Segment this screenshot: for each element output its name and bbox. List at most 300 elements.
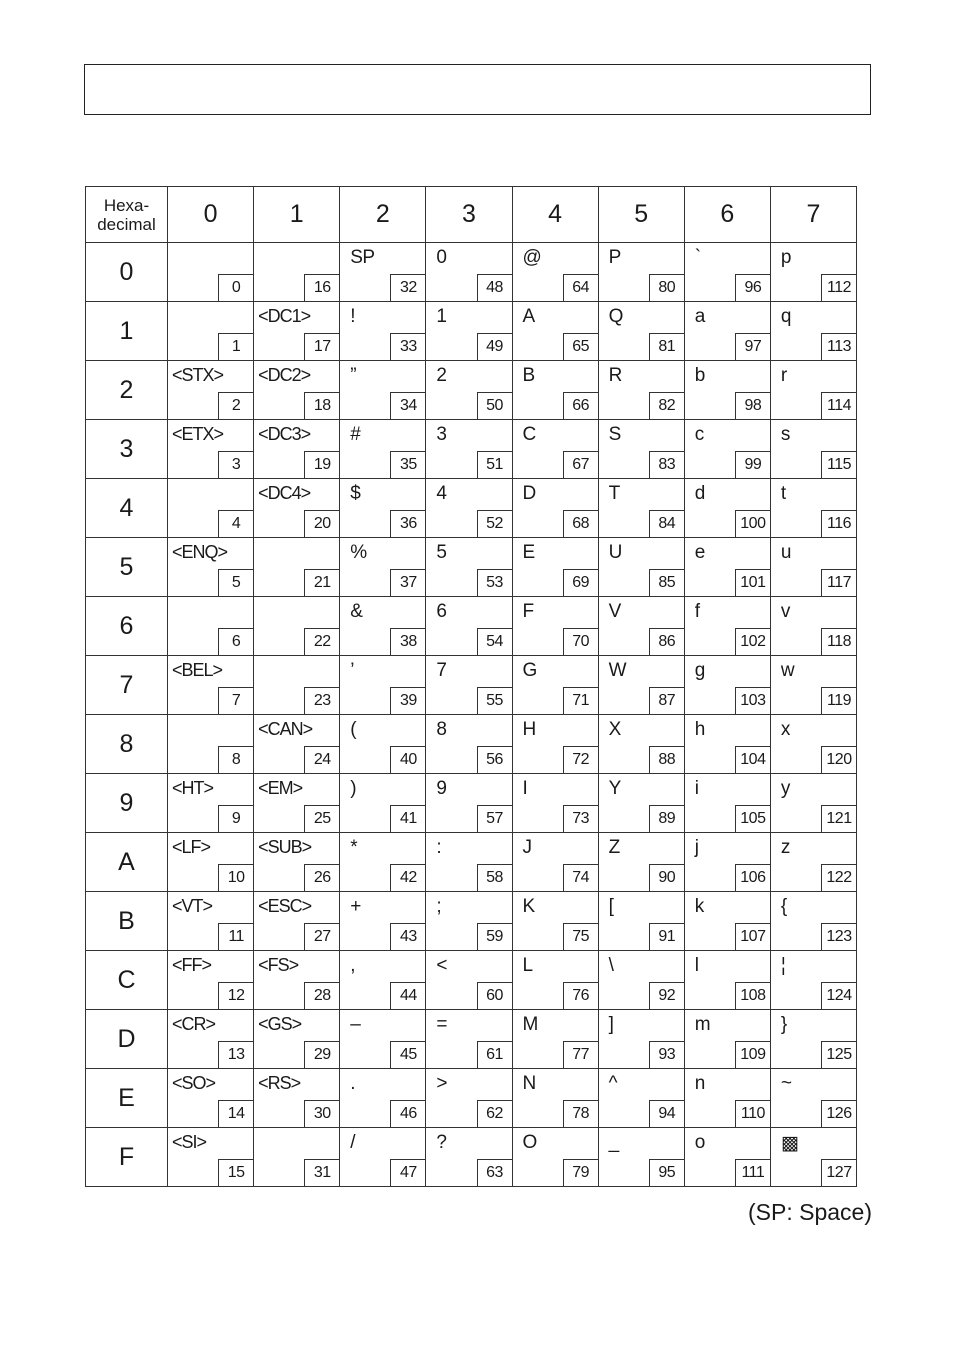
table-cell: [684, 833, 770, 892]
cell-decimal-code: 98: [735, 392, 770, 419]
table-cell: [254, 597, 340, 656]
table-cell: [340, 892, 426, 951]
cell-character: Q: [608, 306, 623, 327]
cell-decimal-code: 12: [218, 982, 253, 1009]
table-cell: [598, 892, 684, 951]
cell-character: M: [522, 1014, 538, 1035]
table-cell: [340, 833, 426, 892]
table-cell: [684, 479, 770, 538]
table-cell: [770, 774, 856, 833]
cell-decimal-code: 67: [563, 451, 598, 478]
table-cell: [598, 774, 684, 833]
row-header: 9: [86, 774, 168, 833]
cell-character: <SUB>: [258, 837, 312, 857]
cell-decimal-code: 62: [477, 1100, 512, 1127]
table-cell: [254, 656, 340, 715]
table-cell: [512, 420, 598, 479]
cell-decimal-code: 17: [304, 333, 339, 360]
cell-decimal-code: 42: [390, 864, 425, 891]
table-cell: [512, 243, 598, 302]
table-cell: [426, 951, 512, 1010]
cell-character: u: [780, 542, 791, 563]
cell-character: b: [694, 365, 705, 386]
cell-character: <GS>: [258, 1014, 302, 1034]
cell-character: X: [608, 719, 621, 740]
cell-decimal-code: 79: [563, 1159, 598, 1186]
column-header: 0: [168, 187, 254, 243]
header-box: [84, 64, 871, 115]
table-cell: [168, 479, 254, 538]
cell-character: 4: [436, 483, 447, 504]
cell-decimal-code: 125: [821, 1041, 856, 1068]
cell-decimal-code: 108: [735, 982, 770, 1009]
table-cell: [598, 715, 684, 774]
cell-character: ^: [608, 1073, 618, 1094]
cell-character: *: [350, 837, 358, 858]
table-cell: [340, 361, 426, 420]
table-cell: [684, 951, 770, 1010]
cell-character: ,: [350, 955, 356, 976]
cell-decimal-code: 114: [821, 392, 856, 419]
cell-character: =: [436, 1014, 447, 1035]
cell-character: m: [694, 1014, 711, 1035]
table-cell: [340, 538, 426, 597]
cell-character: t: [780, 483, 786, 504]
table-cell: [770, 479, 856, 538]
table-cell: [168, 951, 254, 1010]
table-cell: [770, 538, 856, 597]
cell-decimal-code: 127: [821, 1159, 856, 1186]
cell-decimal-code: 92: [649, 982, 684, 1009]
table-cell: [168, 774, 254, 833]
cell-decimal-code: 33: [390, 333, 425, 360]
table-cell: [254, 951, 340, 1010]
table-cell: [426, 597, 512, 656]
cell-decimal-code: 26: [304, 864, 339, 891]
cell-character: D: [522, 483, 536, 504]
table-cell: [598, 479, 684, 538]
cell-character: <DC2>: [258, 365, 311, 385]
cell-decimal-code: 6: [218, 628, 253, 655]
table-body: [86, 243, 857, 1187]
table-cell: [770, 597, 856, 656]
cell-character: W: [608, 660, 627, 681]
cell-character: 2: [436, 365, 447, 386]
table-cell: [254, 833, 340, 892]
cell-character: T: [608, 483, 620, 504]
cell-decimal-code: 83: [649, 451, 684, 478]
cell-decimal-code: 111: [735, 1159, 770, 1186]
cell-character: +: [350, 896, 361, 917]
cell-decimal-code: 0: [218, 274, 253, 301]
cell-character: <CAN>: [258, 719, 313, 739]
cell-decimal-code: 88: [649, 746, 684, 773]
cell-decimal-code: 18: [304, 392, 339, 419]
cell-decimal-code: 50: [477, 392, 512, 419]
cell-decimal-code: 80: [649, 274, 684, 301]
table-cell: [770, 715, 856, 774]
table-cell: [684, 1128, 770, 1187]
cell-character: 8: [436, 719, 447, 740]
cell-decimal-code: 77: [563, 1041, 598, 1068]
table-cell: [426, 833, 512, 892]
cell-decimal-code: 39: [390, 687, 425, 714]
cell-character: a: [694, 306, 705, 327]
table-cell: [598, 1069, 684, 1128]
cell-character: F: [522, 601, 534, 622]
table-cell: [598, 597, 684, 656]
row-header: 0: [86, 243, 168, 302]
table-cell: [340, 1128, 426, 1187]
cell-decimal-code: 126: [821, 1100, 856, 1127]
cell-character: N: [522, 1073, 536, 1094]
table-row: [86, 479, 857, 538]
table-cell: [168, 892, 254, 951]
table-cell: [426, 420, 512, 479]
table-cell: [254, 892, 340, 951]
cell-decimal-code: 56: [477, 746, 512, 773]
table-cell: [340, 715, 426, 774]
cell-decimal-code: 29: [304, 1041, 339, 1068]
table-cell: [168, 361, 254, 420]
cell-character: o: [694, 1132, 705, 1153]
table-cell: [512, 597, 598, 656]
cell-decimal-code: 34: [390, 392, 425, 419]
cell-character: }: [780, 1014, 787, 1035]
cell-character: #: [350, 424, 361, 445]
cell-decimal-code: 45: [390, 1041, 425, 1068]
cell-decimal-code: 2: [218, 392, 253, 419]
cell-decimal-code: 102: [735, 628, 770, 655]
cell-character: <STX>: [172, 365, 224, 385]
table-cell: [684, 892, 770, 951]
row-header: A: [86, 833, 168, 892]
cell-decimal-code: 36: [390, 510, 425, 537]
table-row: [86, 361, 857, 420]
table-cell: [598, 1128, 684, 1187]
cell-character: 5: [436, 542, 447, 563]
table-cell: [512, 715, 598, 774]
table-cell: [254, 1069, 340, 1128]
cell-character: f: [694, 601, 700, 622]
cell-decimal-code: 81: [649, 333, 684, 360]
cell-decimal-code: 74: [563, 864, 598, 891]
table-cell: [426, 1010, 512, 1069]
cell-character: w: [780, 660, 795, 681]
cell-decimal-code: 46: [390, 1100, 425, 1127]
cell-character: <ESC>: [258, 896, 312, 916]
ascii-code-table: [85, 186, 857, 1187]
cell-character: i: [694, 778, 699, 799]
cell-character: 0: [436, 247, 447, 268]
cell-character: 1: [436, 306, 447, 327]
row-header: 8: [86, 715, 168, 774]
table-cell: [254, 361, 340, 420]
cell-decimal-code: 101: [735, 569, 770, 596]
cell-decimal-code: 8: [218, 746, 253, 773]
cell-character: n: [694, 1073, 705, 1094]
cell-decimal-code: 3: [218, 451, 253, 478]
table-cell: [340, 243, 426, 302]
cell-character: <ETX>: [172, 424, 224, 444]
cell-character: <VT>: [172, 896, 213, 916]
cell-decimal-code: 113: [821, 333, 856, 360]
table-row: [86, 951, 857, 1010]
cell-character: C: [522, 424, 536, 445]
cell-decimal-code: 86: [649, 628, 684, 655]
table-row: [86, 774, 857, 833]
table-cell: [168, 243, 254, 302]
cell-decimal-code: 120: [821, 746, 856, 773]
row-header: 1: [86, 302, 168, 361]
table-header-row: [86, 187, 857, 243]
cell-decimal-code: 32: [390, 274, 425, 301]
cell-character: <DC3>: [258, 424, 311, 444]
cell-character: {: [780, 896, 787, 917]
cell-character: e: [694, 542, 705, 563]
table-cell: [254, 1010, 340, 1069]
cell-decimal-code: 66: [563, 392, 598, 419]
cell-decimal-code: 5: [218, 569, 253, 596]
cell-decimal-code: 104: [735, 746, 770, 773]
cell-decimal-code: 37: [390, 569, 425, 596]
table-cell: [340, 1010, 426, 1069]
table-cell: [426, 892, 512, 951]
cell-decimal-code: 70: [563, 628, 598, 655]
cell-character: I: [522, 778, 528, 799]
cell-decimal-code: 84: [649, 510, 684, 537]
table-cell: [340, 420, 426, 479]
table-cell: [340, 1069, 426, 1128]
cell-decimal-code: 91: [649, 923, 684, 950]
cell-character: h: [694, 719, 705, 740]
cell-character: <BEL>: [172, 660, 223, 680]
cell-decimal-code: 99: [735, 451, 770, 478]
cell-character: <CR>: [172, 1014, 216, 1034]
cell-character: <SI>: [172, 1132, 207, 1152]
cell-character: 9: [436, 778, 447, 799]
cell-decimal-code: 76: [563, 982, 598, 1009]
cell-character: r: [780, 365, 787, 386]
table-row: [86, 833, 857, 892]
cell-decimal-code: 95: [649, 1159, 684, 1186]
table-cell: [512, 1010, 598, 1069]
column-header: 5: [598, 187, 684, 243]
cell-character: <: [436, 955, 447, 976]
cell-character: ”: [350, 365, 357, 386]
table-cell: [426, 361, 512, 420]
table-cell: [512, 656, 598, 715]
table-cell: [168, 656, 254, 715]
row-header: C: [86, 951, 168, 1010]
table-cell: [684, 538, 770, 597]
table-cell: [426, 243, 512, 302]
table-cell: [254, 1128, 340, 1187]
row-header: B: [86, 892, 168, 951]
cell-decimal-code: 72: [563, 746, 598, 773]
cell-decimal-code: 64: [563, 274, 598, 301]
table-cell: [770, 1128, 856, 1187]
table-cell: [598, 420, 684, 479]
table-cell: [598, 361, 684, 420]
cell-decimal-code: 123: [821, 923, 856, 950]
table-cell: [426, 538, 512, 597]
cell-decimal-code: 85: [649, 569, 684, 596]
cell-decimal-code: 117: [821, 569, 856, 596]
cell-character: `: [694, 247, 701, 268]
cell-character: <LF>: [172, 837, 211, 857]
table-cell: [168, 1010, 254, 1069]
table-cell: [254, 538, 340, 597]
table-cell: [168, 538, 254, 597]
table-cell: [770, 1010, 856, 1069]
table-cell: [254, 479, 340, 538]
cell-character: K: [522, 896, 535, 917]
cell-decimal-code: 61: [477, 1041, 512, 1068]
table-cell: [512, 479, 598, 538]
corner-header: [86, 187, 168, 243]
cell-character: z: [780, 837, 790, 858]
table-cell: [426, 479, 512, 538]
table-cell: [512, 833, 598, 892]
table-cell: [598, 1010, 684, 1069]
cell-decimal-code: 11: [218, 923, 253, 950]
row-header: 7: [86, 656, 168, 715]
table-cell: [254, 715, 340, 774]
table-cell: [598, 538, 684, 597]
cell-decimal-code: 23: [304, 687, 339, 714]
table-cell: [684, 774, 770, 833]
cell-character: y: [780, 778, 790, 799]
table-cell: [512, 538, 598, 597]
cell-decimal-code: 14: [218, 1100, 253, 1127]
cell-decimal-code: 41: [390, 805, 425, 832]
table-cell: [770, 892, 856, 951]
table-row: [86, 1010, 857, 1069]
table-cell: [598, 302, 684, 361]
cell-decimal-code: 59: [477, 923, 512, 950]
corner-label-line1: Hexa-: [103, 195, 150, 215]
table-cell: [340, 656, 426, 715]
cell-decimal-code: 24: [304, 746, 339, 773]
cell-decimal-code: 109: [735, 1041, 770, 1068]
table-cell: [168, 1128, 254, 1187]
cell-decimal-code: 31: [304, 1159, 339, 1186]
cell-character: &: [350, 601, 363, 622]
cell-decimal-code: 28: [304, 982, 339, 1009]
cell-character: l: [694, 955, 699, 976]
cell-character: >: [436, 1073, 447, 1094]
row-header: F: [86, 1128, 168, 1187]
table-cell: [770, 243, 856, 302]
cell-character: <EM>: [258, 778, 303, 798]
row-header: D: [86, 1010, 168, 1069]
table-row: [86, 597, 857, 656]
cell-character: S: [608, 424, 621, 445]
cell-character: d: [694, 483, 705, 504]
table-cell: [168, 302, 254, 361]
cell-decimal-code: 100: [735, 510, 770, 537]
cell-character: Y: [608, 778, 621, 799]
cell-character: ;: [436, 896, 442, 917]
table-cell: [598, 656, 684, 715]
cell-decimal-code: 87: [649, 687, 684, 714]
table-row: [86, 243, 857, 302]
cell-decimal-code: 73: [563, 805, 598, 832]
table-cell: [168, 597, 254, 656]
cell-character: p: [780, 247, 791, 268]
table-row: [86, 715, 857, 774]
cell-decimal-code: 121: [821, 805, 856, 832]
cell-decimal-code: 107: [735, 923, 770, 950]
cell-character: v: [780, 601, 790, 622]
table-cell: [426, 656, 512, 715]
cell-character: ¦: [780, 955, 786, 976]
cell-decimal-code: 90: [649, 864, 684, 891]
cell-decimal-code: 75: [563, 923, 598, 950]
column-header: 2: [340, 187, 426, 243]
cell-character: _: [608, 1132, 619, 1153]
corner-label-line2: decimal: [97, 214, 156, 234]
cell-character: s: [780, 424, 790, 445]
column-header: 1: [254, 187, 340, 243]
row-header: 4: [86, 479, 168, 538]
cell-decimal-code: 89: [649, 805, 684, 832]
table-cell: [770, 302, 856, 361]
cell-decimal-code: 110: [735, 1100, 770, 1127]
cell-decimal-code: 10: [218, 864, 253, 891]
table-cell: [512, 302, 598, 361]
table-cell: [770, 833, 856, 892]
row-header: E: [86, 1069, 168, 1128]
footnote: (SP: Space): [748, 1199, 872, 1225]
table-row: [86, 892, 857, 951]
cell-character: ?: [436, 1132, 447, 1153]
cell-decimal-code: 124: [821, 982, 856, 1009]
cell-decimal-code: 40: [390, 746, 425, 773]
cell-decimal-code: 115: [821, 451, 856, 478]
cell-decimal-code: 13: [218, 1041, 253, 1068]
table-cell: [340, 774, 426, 833]
table-cell: [426, 302, 512, 361]
cell-decimal-code: 118: [821, 628, 856, 655]
cell-decimal-code: 57: [477, 805, 512, 832]
table-cell: [770, 656, 856, 715]
cell-character: ]: [608, 1014, 614, 1035]
table-cell: [684, 597, 770, 656]
cell-character: j: [694, 837, 699, 858]
table-cell: [340, 951, 426, 1010]
table-row: [86, 420, 857, 479]
cell-decimal-code: 103: [735, 687, 770, 714]
cell-character: ~: [780, 1073, 792, 1094]
cell-character: <DC4>: [258, 483, 311, 503]
table-cell: [684, 1010, 770, 1069]
cell-character: J: [522, 837, 532, 858]
cell-decimal-code: 25: [304, 805, 339, 832]
cell-decimal-code: 60: [477, 982, 512, 1009]
cell-decimal-code: 1: [218, 333, 253, 360]
table-cell: [340, 597, 426, 656]
row-header: 5: [86, 538, 168, 597]
cell-decimal-code: 38: [390, 628, 425, 655]
table-cell: [598, 951, 684, 1010]
cell-decimal-code: 65: [563, 333, 598, 360]
cell-character: A: [522, 306, 535, 327]
cell-decimal-code: 9: [218, 805, 253, 832]
cell-character: Z: [608, 837, 620, 858]
cell-decimal-code: 47: [390, 1159, 425, 1186]
